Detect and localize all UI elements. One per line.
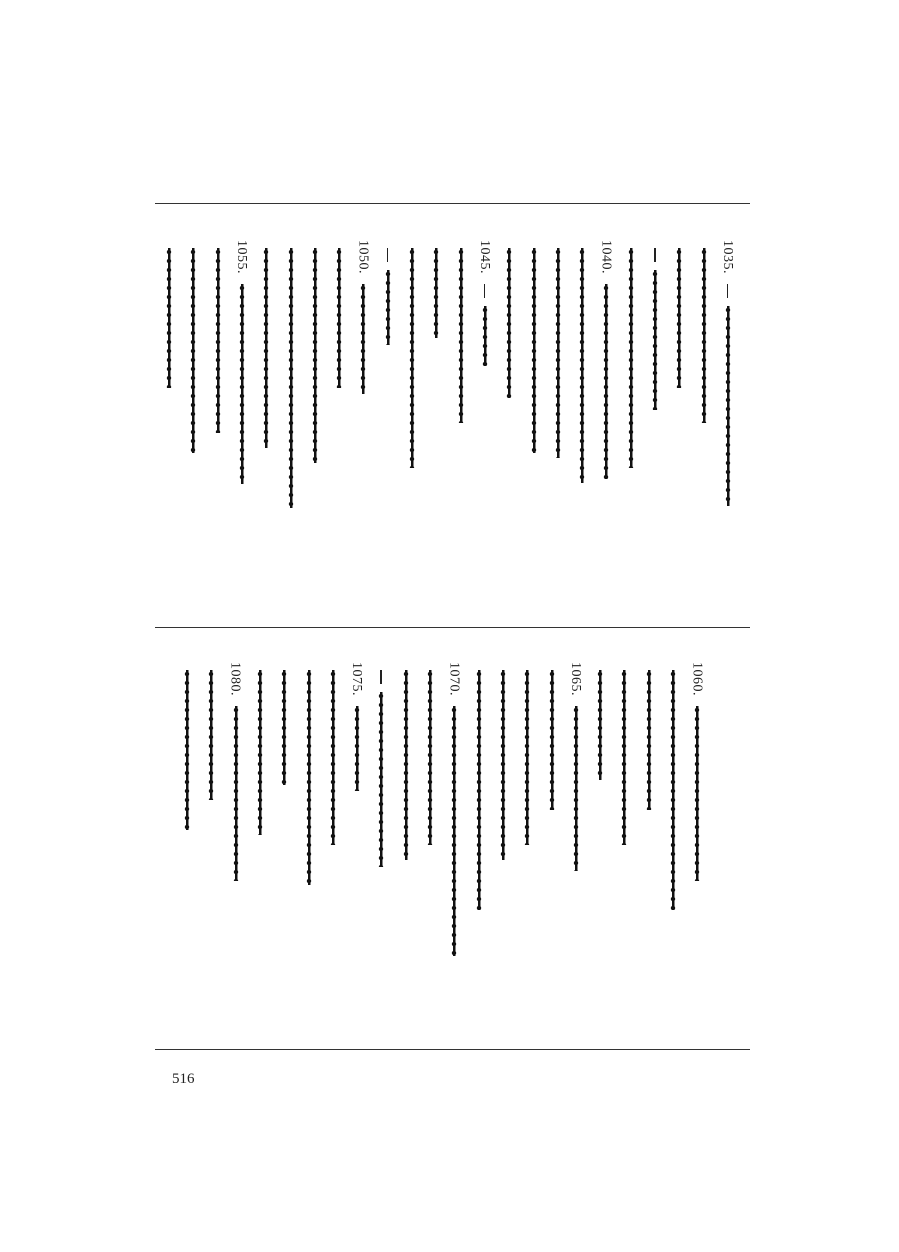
script-line [406,248,418,468]
script-line [691,706,703,881]
text-column [517,662,539,957]
text-column [323,662,345,957]
script-line [230,706,242,881]
text-column [177,662,199,957]
verse-number: 1045. [476,240,492,274]
text-column [694,240,716,530]
text-column [663,662,685,957]
script-line [497,670,509,860]
script-line [333,248,345,388]
script-line [181,670,193,830]
script-line [546,670,558,810]
script-line [722,306,734,506]
script-line [448,706,460,956]
text-column [183,240,205,530]
verse-number: 1080. [227,662,243,696]
text-column [499,240,521,530]
script-line [473,670,485,910]
text-column [299,662,321,957]
script-line [673,248,685,388]
text-column [353,240,375,530]
script-line [430,248,442,338]
script-line [285,248,297,508]
script-line [600,284,612,479]
verse-number: 1065. [567,662,583,696]
text-column [572,240,594,530]
text-column [420,662,442,957]
text-column [469,662,491,957]
dash-mark [484,284,486,298]
text-column [426,240,448,530]
verse-number: 1055. [233,240,249,274]
script-line [309,248,321,463]
text-column [444,662,466,957]
verse-number: 1075. [349,662,365,696]
text-column [542,662,564,957]
dash-mark [387,248,389,262]
dash-mark [380,670,382,684]
script-line [327,670,339,845]
text-column [645,240,667,530]
text-column [329,240,351,530]
script-line [576,248,588,483]
script-line [455,248,467,423]
script-line [594,670,606,780]
text-column [274,662,296,957]
script-line [260,248,272,448]
text-column [256,240,278,530]
script-line [667,670,679,910]
bottom-rule [155,1049,750,1050]
verse-number: 1060. [689,662,705,696]
text-column [590,662,612,957]
text-column [566,662,588,957]
text-column [451,240,473,530]
verse-number: 1040. [598,240,614,274]
upper-text-block [155,240,750,530]
text-column [524,240,546,530]
script-line [503,248,515,398]
script-line [357,284,369,394]
script-line [236,284,248,484]
middle-rule [155,627,750,628]
text-column [281,240,303,530]
script-line [698,248,710,423]
script-line [212,248,224,433]
text-column [402,240,424,530]
script-line [528,248,540,453]
text-column [250,662,272,957]
script-line [400,670,412,860]
script-line [521,670,533,845]
text-column [347,662,369,957]
dash-mark [727,284,729,298]
script-line [187,248,199,453]
text-column [378,240,400,530]
dash-mark [654,248,656,262]
verse-number: 1035. [719,240,735,274]
text-column [548,240,570,530]
script-line [479,306,491,366]
text-column [226,662,248,957]
script-line [163,248,175,388]
text-column [159,240,181,530]
lower-text-block [155,662,750,957]
script-line [278,670,290,785]
script-line [570,706,582,871]
text-column [208,240,230,530]
script-line [643,670,655,810]
page-number: 516 [172,1071,195,1087]
script-line [649,270,661,410]
text-column [201,662,223,957]
text-column [621,240,643,530]
text-column [371,662,393,957]
top-rule [155,203,750,204]
text-column [596,240,618,530]
verse-number: 1050. [355,240,371,274]
text-column [475,240,497,530]
verse-number: 1070. [446,662,462,696]
text-column [232,240,254,530]
script-line [618,670,630,845]
text-column [396,662,418,957]
script-line [351,706,363,791]
script-line [382,270,394,345]
text-column [639,662,661,957]
text-column [669,240,691,530]
text-column [718,240,740,530]
script-line [205,670,217,800]
text-column [687,662,709,957]
text-column [614,662,636,957]
script-line [424,670,436,845]
text-column [305,240,327,530]
script-line [552,248,564,458]
text-column [493,662,515,957]
script-line [625,248,637,468]
script-line [375,692,387,867]
script-line [254,670,266,835]
script-line [303,670,315,885]
